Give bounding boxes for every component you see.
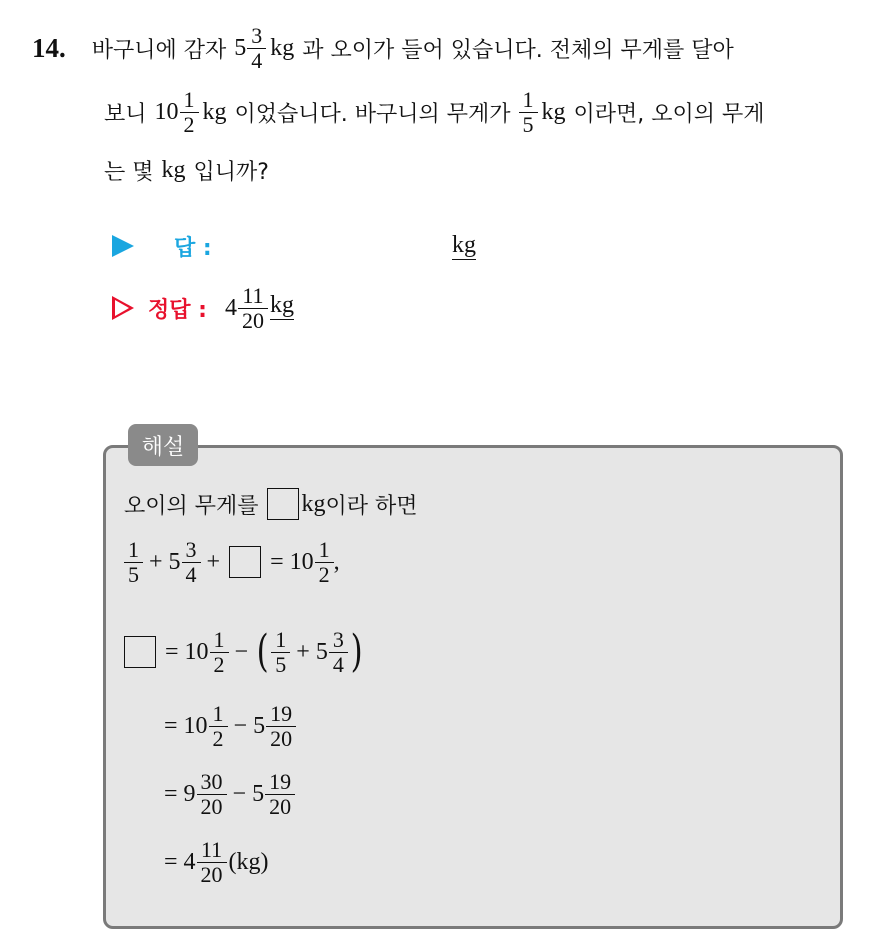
potato-weight: 5 $\frac{3}{4}$: [234, 24, 266, 71]
solution-line-4: = 10 $\frac{1}{2}$ − 5 $\frac{19}{20}$: [158, 694, 296, 758]
answer-input[interactable]: [452, 228, 476, 264]
answer-label: 답 :: [174, 235, 212, 261]
question-text: 이라면, 오이의 무게: [573, 101, 765, 127]
unknown-box: [267, 488, 299, 520]
question-text: 입니까?: [193, 159, 269, 185]
unit-kg: kg: [270, 34, 295, 61]
basket-weight: $\frac{1}{5}$: [521, 88, 536, 135]
play-arrow-icon: [112, 235, 134, 257]
solution-line-2: $\frac{1}{5}$ + 5 $\frac{3}{4}$ + = 10 $\frac{1}{2}$ ,: [124, 532, 340, 592]
question-text: 이었습니다. 바구니의 무게가: [234, 101, 511, 127]
unknown-box: [124, 636, 156, 668]
question-line-3: [104, 150, 269, 190]
answer-row: [112, 226, 212, 266]
solution-line-1: 오이의 무게를 kg 이라 하면: [124, 484, 418, 524]
question-text: 보니: [104, 101, 147, 127]
correct-answer-unit: kg: [269, 291, 294, 318]
question-text: 바구니에 감자: [91, 37, 227, 63]
question-text: 과 오이가 들어 있습니다. 전체의 무게를 달아: [302, 37, 734, 63]
solution-line-6: = 4 $\frac{11}{20}$ (kg): [164, 837, 269, 887]
correct-answer-row: [112, 280, 294, 336]
answer-unit: kg: [452, 232, 476, 258]
question-line-1: [32, 20, 734, 76]
question-line-2: [104, 84, 765, 140]
question-number: 14.: [32, 32, 66, 63]
unit-kg: kg: [161, 156, 186, 183]
correct-answer-label: 정답 :: [148, 297, 207, 323]
solution-line-3: = 10 $\frac{1}{2}$ − ( $\frac{1}{5}$ + 5 $\frac{3}{4}$ ): [124, 620, 365, 684]
total-weight: 10 $\frac{1}{2}$: [155, 88, 199, 135]
unit-kg: kg: [541, 98, 566, 125]
question-text: 는 몇: [104, 159, 154, 185]
solution-tag: 해설: [128, 424, 198, 466]
unit-kg: kg: [202, 98, 227, 125]
solution-line-5: = 9 $\frac{30}{20}$ − 5 $\frac{19}{20}$: [158, 762, 295, 826]
outline-arrow-icon: [112, 296, 134, 320]
unknown-box: [229, 546, 261, 578]
correct-answer-value: 4 $\frac{11}{20}$ kg: [224, 283, 294, 333]
